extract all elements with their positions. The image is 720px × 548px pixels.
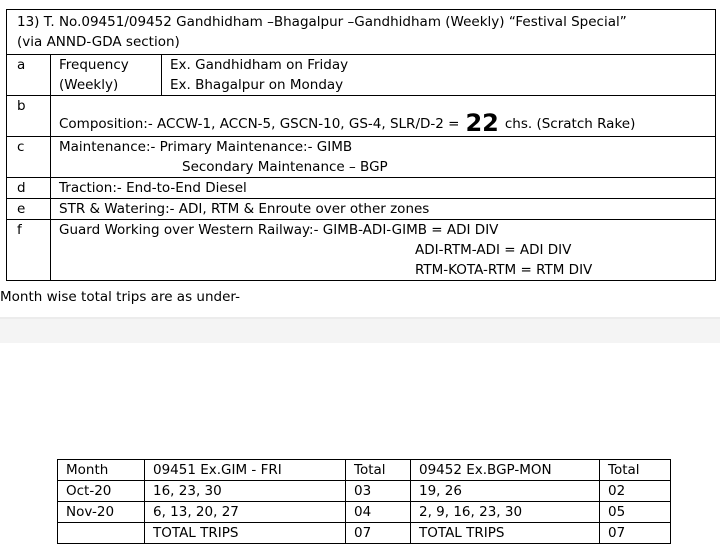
- cell-dates-09452: 2, 9, 16, 23, 30: [411, 502, 600, 523]
- table-row: [58, 502, 671, 523]
- header-month: Month: [58, 460, 145, 481]
- row-key: b: [7, 96, 51, 137]
- header-total-1: Total: [346, 460, 411, 481]
- cell-dates-09451: 6, 13, 20, 27: [145, 502, 346, 523]
- row-key: a: [7, 55, 51, 96]
- row-key: e: [7, 199, 51, 220]
- notice-subtitle: (via ANND-GDA section): [17, 34, 180, 50]
- cell-total-trips-09451: 07: [346, 523, 411, 544]
- guard-line-3: RTM-KOTA-RTM = RTM DIV: [415, 262, 593, 278]
- trips-header-row: [58, 460, 671, 481]
- maintenance-row: [7, 137, 716, 178]
- row-key: c: [7, 137, 51, 178]
- frequency-value-2: Ex. Bhagalpur on Monday: [170, 77, 344, 93]
- guard-row: [7, 220, 716, 281]
- table-row: [58, 481, 671, 502]
- cell-total-trips-label: TOTAL TRIPS: [411, 523, 600, 544]
- cell-month: [58, 523, 145, 544]
- header-09452: 09452 Ex.BGP-MON: [411, 460, 600, 481]
- header-total-2: Total: [600, 460, 671, 481]
- traction-text: Traction:- End-to-End Diesel: [51, 178, 716, 199]
- frequency-label-sub: (Weekly): [59, 77, 119, 93]
- train-notice-table: [6, 9, 716, 281]
- maintenance-primary: Maintenance:- Primary Maintenance:- GIMB: [59, 139, 353, 155]
- frequency-label: Frequency: [59, 57, 129, 73]
- cell-month: Nov-20: [58, 502, 145, 523]
- composition-prefix: Composition:- ACCW-1, ACCN-5, GSCN-10, GS-4, SLR/D-2 =: [59, 116, 460, 132]
- frequency-value-1: Ex. Gandhidham on Friday: [170, 57, 349, 73]
- frequency-inner: [59, 55, 715, 95]
- row-key: d: [7, 178, 51, 199]
- header-09451: 09451 Ex.GIM - FRI: [145, 460, 346, 481]
- str-watering-text: STR & Watering:- ADI, RTM & Enroute over other zones: [51, 199, 716, 220]
- cell-total-09451: 04: [346, 502, 411, 523]
- cell-dates-09451: 16, 23, 30: [145, 481, 346, 502]
- notice-title: 13) T. No.09451/09452 Gandhidham –Bhagalpur –Gandhidham (Weekly) “Festival Special”: [17, 14, 627, 30]
- composition-row: [7, 96, 716, 137]
- guard-line-2: ADI-RTM-ADI = ADI DIV: [415, 242, 572, 258]
- maintenance-secondary: Secondary Maintenance – BGP: [182, 159, 388, 175]
- composition-number: 22: [465, 109, 499, 137]
- notice-title-row: [7, 10, 716, 55]
- cell-total-09452: 02: [600, 481, 671, 502]
- divider-band: [0, 319, 720, 343]
- month-intro-text: Month wise total trips are as under-: [0, 289, 240, 305]
- cell-dates-09452: 19, 26: [411, 481, 600, 502]
- str-watering-row: [7, 199, 716, 220]
- cell-total-trips-09452: 07: [600, 523, 671, 544]
- notice-title-cell: [7, 10, 716, 55]
- guard-line-1: Guard Working over Western Railway:- GIMB-ADI-GIMB = ADI DIV: [59, 222, 499, 238]
- frequency-row: [7, 55, 716, 96]
- traction-row: [7, 178, 716, 199]
- cell-total-trips-label: TOTAL TRIPS: [145, 523, 346, 544]
- cell-total-09451: 03: [346, 481, 411, 502]
- trips-table: [57, 459, 671, 544]
- cell-total-09452: 05: [600, 502, 671, 523]
- table-row-totals: [58, 523, 671, 544]
- composition-suffix: chs. (Scratch Rake): [504, 116, 636, 132]
- row-key: f: [7, 220, 51, 281]
- cell-month: Oct-20: [58, 481, 145, 502]
